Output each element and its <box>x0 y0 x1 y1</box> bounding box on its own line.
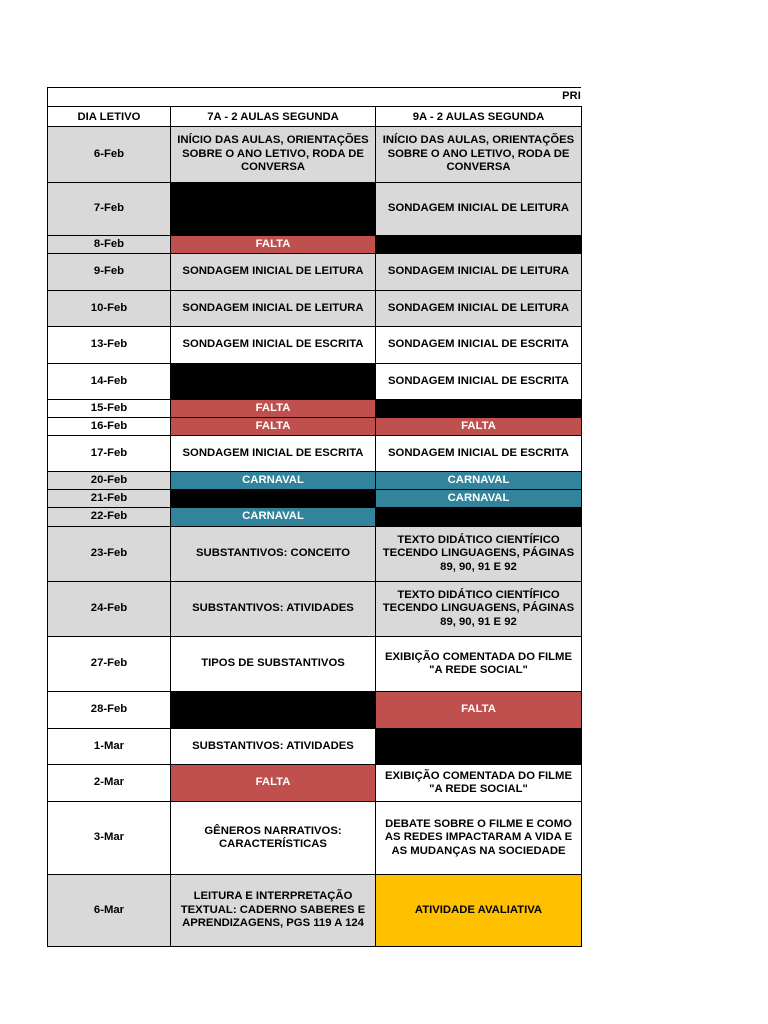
table-row <box>48 802 582 875</box>
table-row <box>48 327 582 364</box>
class-9a-cell[interactable]: CARNAVAL <box>376 490 582 508</box>
class-7a-cell[interactable]: CARNAVAL <box>171 508 376 527</box>
day-cell[interactable]: 3-Mar <box>48 802 171 875</box>
table-row <box>48 183 582 236</box>
class-9a-cell[interactable]: FALTA <box>376 418 582 436</box>
class-9a-cell[interactable]: INÍCIO DAS AULAS, ORIENTAÇÕES SOBRE O ANO LETIVO, RODA DE CONVERSA <box>376 127 582 183</box>
class-7a-cell[interactable] <box>171 183 376 236</box>
table-row <box>48 127 582 183</box>
class-7a-cell[interactable]: LEITURA E INTERPRETAÇÃO TEXTUAL: CADERNO SABERES E APRENDIZAGENS, PGS 119 A 124 <box>171 875 376 947</box>
sheet-title-row <box>47 87 581 106</box>
table-row <box>48 236 582 254</box>
class-7a-cell[interactable]: TIPOS DE SUBSTANTIVOS <box>171 637 376 692</box>
day-cell[interactable]: 21-Feb <box>48 490 171 508</box>
class-7a-cell[interactable]: CARNAVAL <box>171 472 376 490</box>
table-row <box>48 291 582 327</box>
class-9a-cell[interactable]: DEBATE SOBRE O FILME E COMO AS REDES IMPACTARAM A VIDA E AS MUDANÇAS NA SOCIEDADE <box>376 802 582 875</box>
table-row <box>48 418 582 436</box>
day-cell[interactable]: 10-Feb <box>48 291 171 327</box>
day-cell[interactable]: 22-Feb <box>48 508 171 527</box>
class-9a-cell[interactable]: TEXTO DIDÁTICO CIENTÍFICO TECENDO LINGUAGENS, PÁGINAS 89, 90, 91 E 92 <box>376 527 582 582</box>
day-cell[interactable]: 28-Feb <box>48 692 171 729</box>
class-7a-cell[interactable]: FALTA <box>171 400 376 418</box>
class-9a-cell[interactable] <box>376 400 582 418</box>
schedule-sheet <box>47 87 581 947</box>
class-9a-cell[interactable]: FALTA <box>376 692 582 729</box>
table-row <box>48 729 582 765</box>
day-cell[interactable]: 17-Feb <box>48 436 171 472</box>
table-row <box>48 364 582 400</box>
class-9a-cell[interactable]: EXIBIÇÃO COMENTADA DO FILME "A REDE SOCIAL" <box>376 765 582 802</box>
table-row <box>48 508 582 527</box>
class-9a-cell[interactable]: CARNAVAL <box>376 472 582 490</box>
day-cell[interactable]: 6-Mar <box>48 875 171 947</box>
day-cell[interactable]: 7-Feb <box>48 183 171 236</box>
class-9a-cell[interactable] <box>376 508 582 527</box>
class-9a-cell[interactable]: EXIBIÇÃO COMENTADA DO FILME "A REDE SOCIAL" <box>376 637 582 692</box>
table-row <box>48 254 582 291</box>
sheet-title: PRI <box>562 90 581 102</box>
day-cell[interactable]: 14-Feb <box>48 364 171 400</box>
class-7a-cell[interactable]: FALTA <box>171 236 376 254</box>
table-row <box>48 582 582 637</box>
class-7a-cell[interactable]: SONDAGEM INICIAL DE ESCRITA <box>171 436 376 472</box>
table-row <box>48 490 582 508</box>
header-9a[interactable]: 9A - 2 AULAS SEGUNDA <box>376 107 582 127</box>
class-9a-cell[interactable]: SONDAGEM INICIAL DE ESCRITA <box>376 364 582 400</box>
class-9a-cell[interactable]: TEXTO DIDÁTICO CIENTÍFICO TECENDO LINGUAGENS, PÁGINAS 89, 90, 91 E 92 <box>376 582 582 637</box>
class-9a-cell[interactable]: ATIVIDADE AVALIATIVA <box>376 875 582 947</box>
table-row <box>48 692 582 729</box>
header-7a[interactable]: 7A - 2 AULAS SEGUNDA <box>171 107 376 127</box>
day-cell[interactable]: 20-Feb <box>48 472 171 490</box>
day-cell[interactable]: 2-Mar <box>48 765 171 802</box>
table-row <box>48 436 582 472</box>
class-9a-cell[interactable]: SONDAGEM INICIAL DE LEITURA <box>376 254 582 291</box>
day-cell[interactable]: 27-Feb <box>48 637 171 692</box>
class-7a-cell[interactable]: FALTA <box>171 765 376 802</box>
day-cell[interactable]: 15-Feb <box>48 400 171 418</box>
day-cell[interactable]: 9-Feb <box>48 254 171 291</box>
class-7a-cell[interactable]: SONDAGEM INICIAL DE LEITURA <box>171 291 376 327</box>
class-9a-cell[interactable]: SONDAGEM INICIAL DE ESCRITA <box>376 327 582 364</box>
class-7a-cell[interactable]: SUBSTANTIVOS: ATIVIDADES <box>171 729 376 765</box>
class-9a-cell[interactable]: SONDAGEM INICIAL DE LEITURA <box>376 291 582 327</box>
day-cell[interactable]: 24-Feb <box>48 582 171 637</box>
day-cell[interactable]: 8-Feb <box>48 236 171 254</box>
class-9a-cell[interactable] <box>376 236 582 254</box>
class-9a-cell[interactable] <box>376 729 582 765</box>
class-7a-cell[interactable]: SUBSTANTIVOS: CONCEITO <box>171 527 376 582</box>
class-7a-cell[interactable]: FALTA <box>171 418 376 436</box>
header-row <box>48 107 582 127</box>
class-7a-cell[interactable]: SUBSTANTIVOS: ATIVIDADES <box>171 582 376 637</box>
table-row <box>48 472 582 490</box>
day-cell[interactable]: 1-Mar <box>48 729 171 765</box>
class-9a-cell[interactable]: SONDAGEM INICIAL DE LEITURA <box>376 183 582 236</box>
class-7a-cell[interactable] <box>171 364 376 400</box>
class-9a-cell[interactable]: SONDAGEM INICIAL DE ESCRITA <box>376 436 582 472</box>
class-7a-cell[interactable]: SONDAGEM INICIAL DE ESCRITA <box>171 327 376 364</box>
class-7a-cell[interactable] <box>171 490 376 508</box>
table-row <box>48 765 582 802</box>
table-row <box>48 875 582 947</box>
header-dia-letivo[interactable]: DIA LETIVO <box>48 107 171 127</box>
day-cell[interactable]: 13-Feb <box>48 327 171 364</box>
class-7a-cell[interactable]: GÊNEROS NARRATIVOS: CARACTERÍSTICAS <box>171 802 376 875</box>
table-row <box>48 527 582 582</box>
day-cell[interactable]: 23-Feb <box>48 527 171 582</box>
class-7a-cell[interactable]: INÍCIO DAS AULAS, ORIENTAÇÕES SOBRE O ANO LETIVO, RODA DE CONVERSA <box>171 127 376 183</box>
day-cell[interactable]: 6-Feb <box>48 127 171 183</box>
schedule-table <box>47 106 582 947</box>
class-7a-cell[interactable]: SONDAGEM INICIAL DE LEITURA <box>171 254 376 291</box>
class-7a-cell[interactable] <box>171 692 376 729</box>
table-row <box>48 400 582 418</box>
day-cell[interactable]: 16-Feb <box>48 418 171 436</box>
table-row <box>48 637 582 692</box>
